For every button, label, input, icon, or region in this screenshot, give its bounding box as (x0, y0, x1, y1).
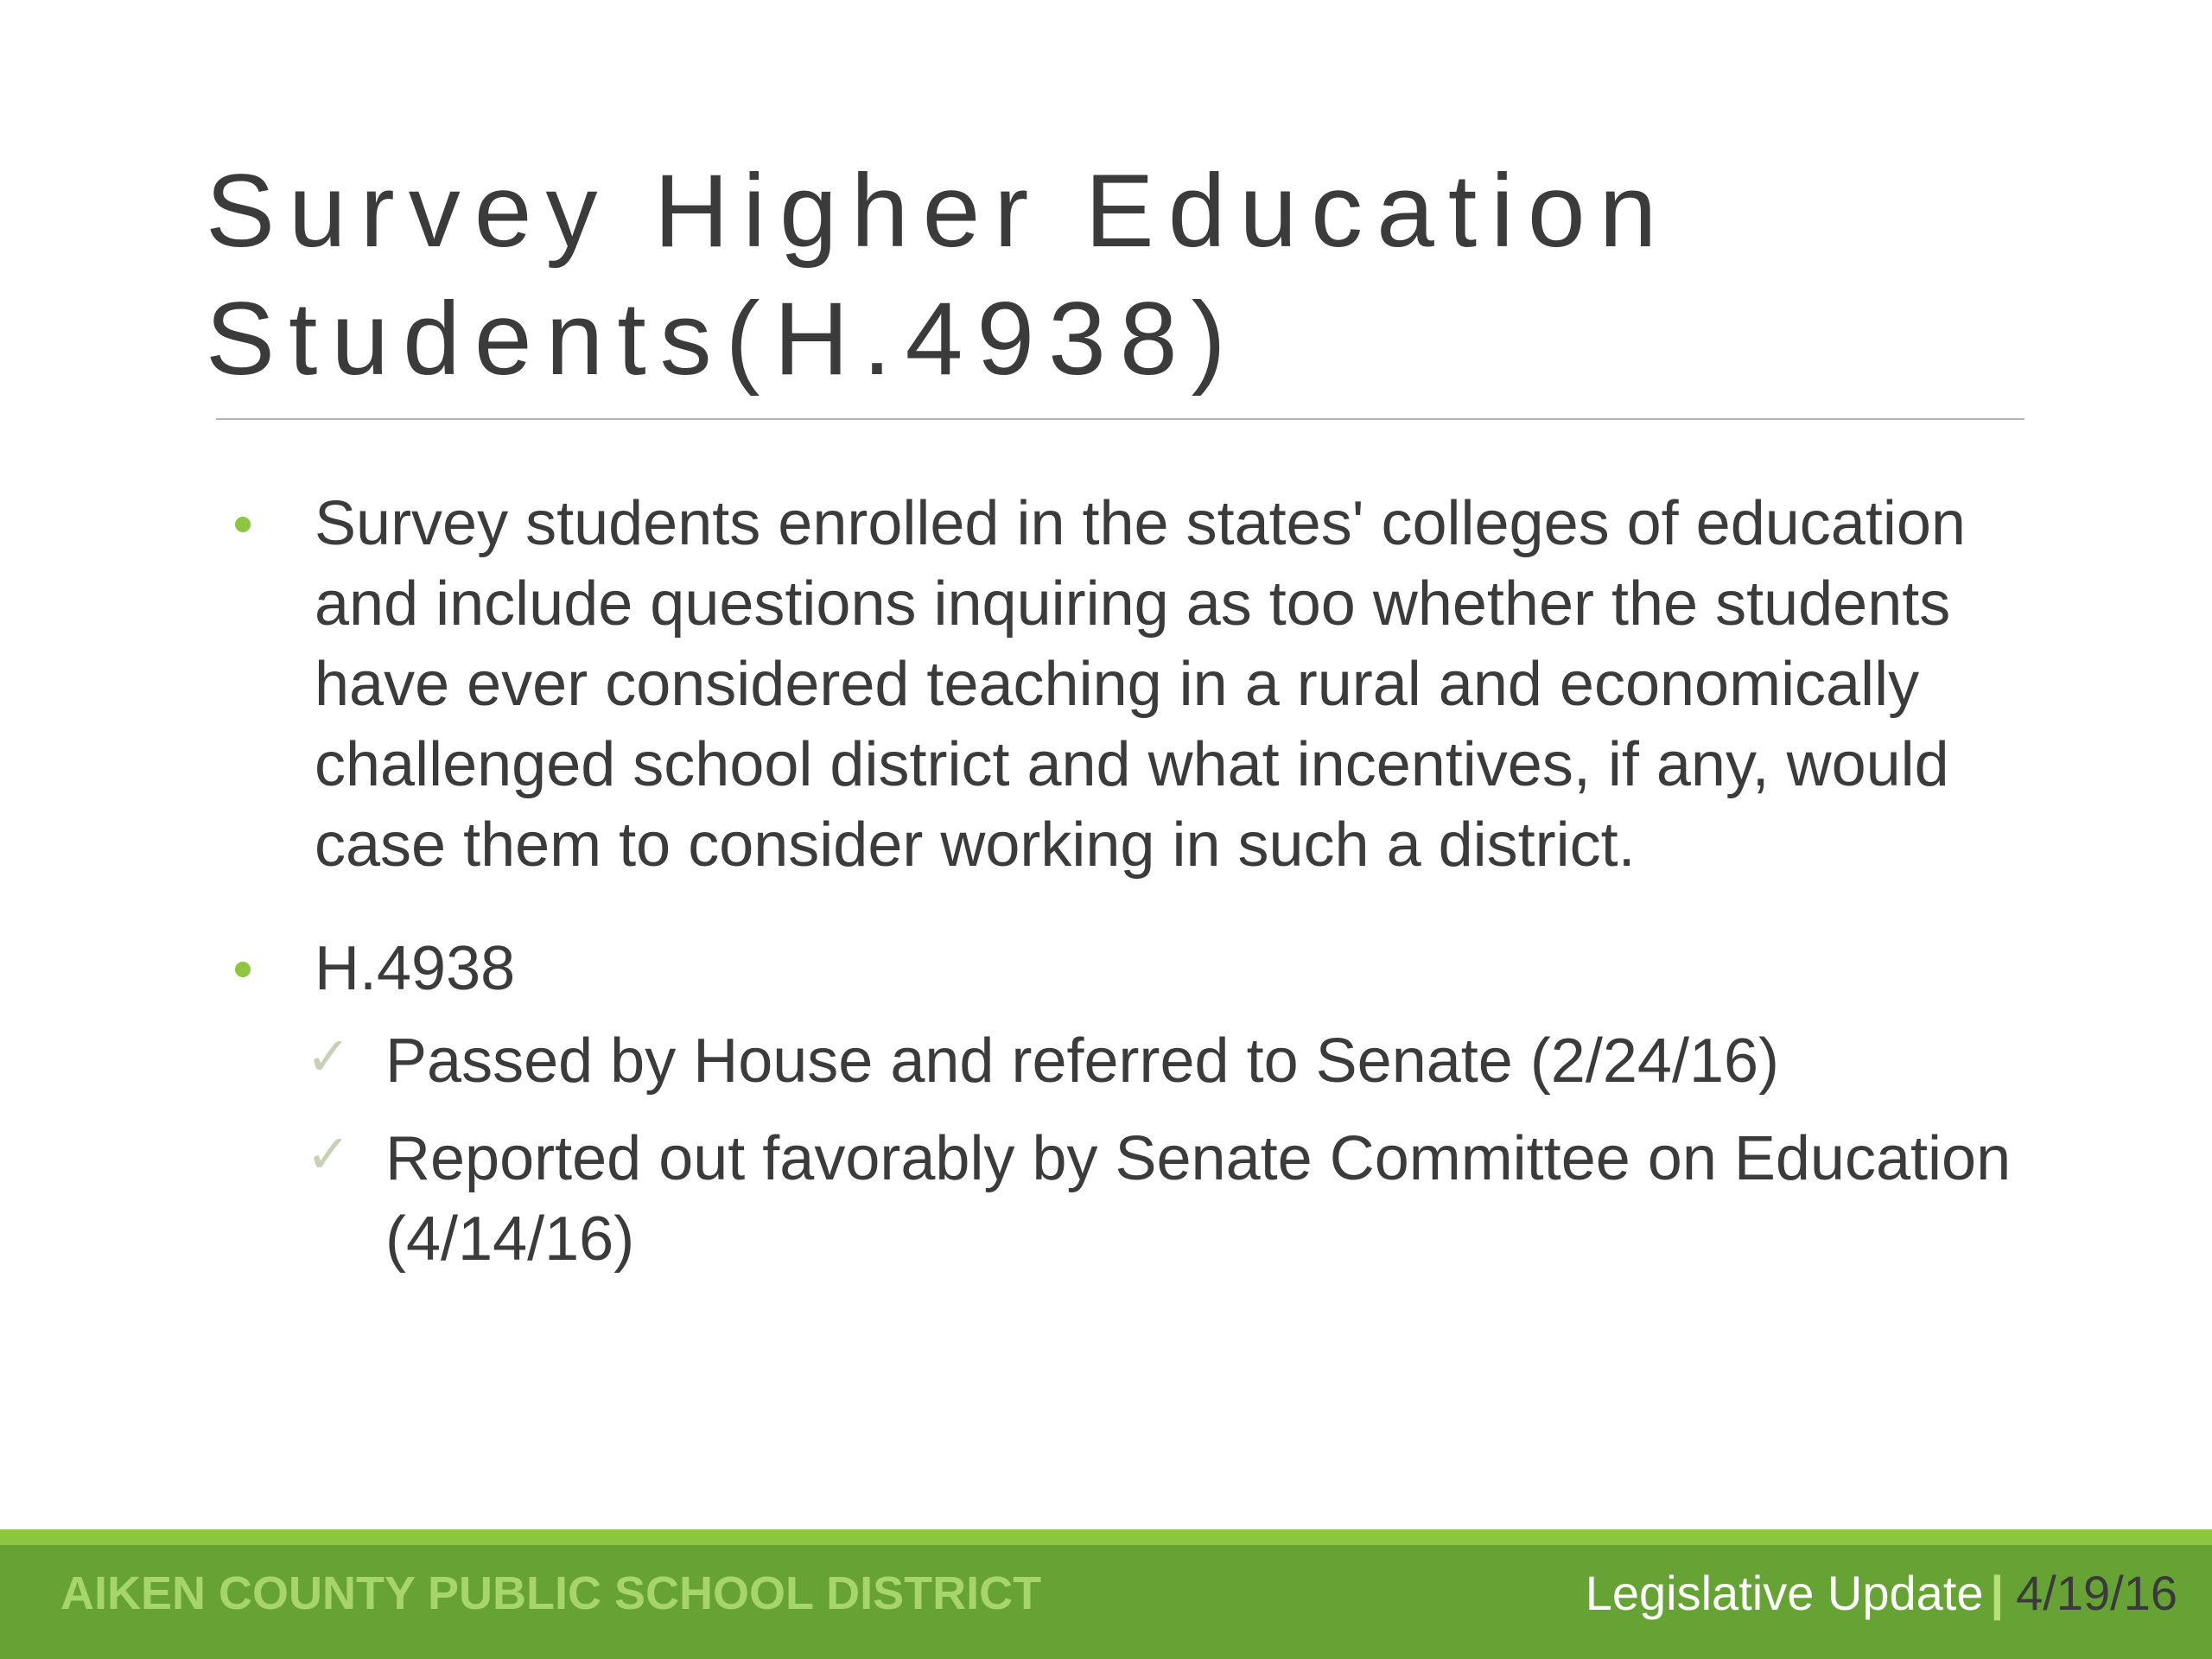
slide-title-line-2: Students(H.4938) (206, 281, 1240, 397)
green-dot-bullet-icon (235, 962, 251, 977)
slide-content (225, 484, 2031, 1323)
bullet-item-bill (225, 929, 2031, 1280)
checkmark-icon: ✓ (306, 1122, 351, 1185)
green-dot-bullet-icon (235, 517, 251, 532)
bullet-text: Survey students enrolled in the states' colleges of education and include questions inquiring as too whether the students have ever considered teaching in a rural and economically challenged school district and what incentives, if any, would case them to consider working in such a district. (315, 489, 1966, 880)
bullet-item-survey (225, 484, 2031, 886)
sub-bullet-list (306, 1021, 2031, 1280)
footer-label: Legislative Update (1585, 1566, 1984, 1620)
sub-bullet-text: Reported out favorably by Senate Committee on Education (4/14/16) (385, 1124, 2012, 1274)
bullet-text: H.4938 (315, 934, 516, 1003)
sub-bullet-item-house (306, 1021, 2031, 1102)
slide-title (206, 147, 2020, 403)
checkmark-icon: ✓ (306, 1025, 351, 1088)
slide-title-line-1: Survey Higher Education (206, 153, 1671, 269)
footer-organization: AIKEN COUNTY PUBLIC SCHOOL DISTRICT (60, 1567, 1042, 1619)
footer-accent-stripe (0, 1529, 2212, 1545)
footer-date: 4/19/16 (2016, 1566, 2177, 1620)
sub-bullet-text: Passed by House and referred to Senate (2/24/16) (385, 1027, 1780, 1096)
sub-bullet-item-senate (306, 1119, 2031, 1280)
title-divider (216, 418, 2024, 420)
footer-separator: | (1990, 1566, 2005, 1620)
footer-right (1586, 1562, 2177, 1624)
bullet-list (225, 484, 2031, 1280)
